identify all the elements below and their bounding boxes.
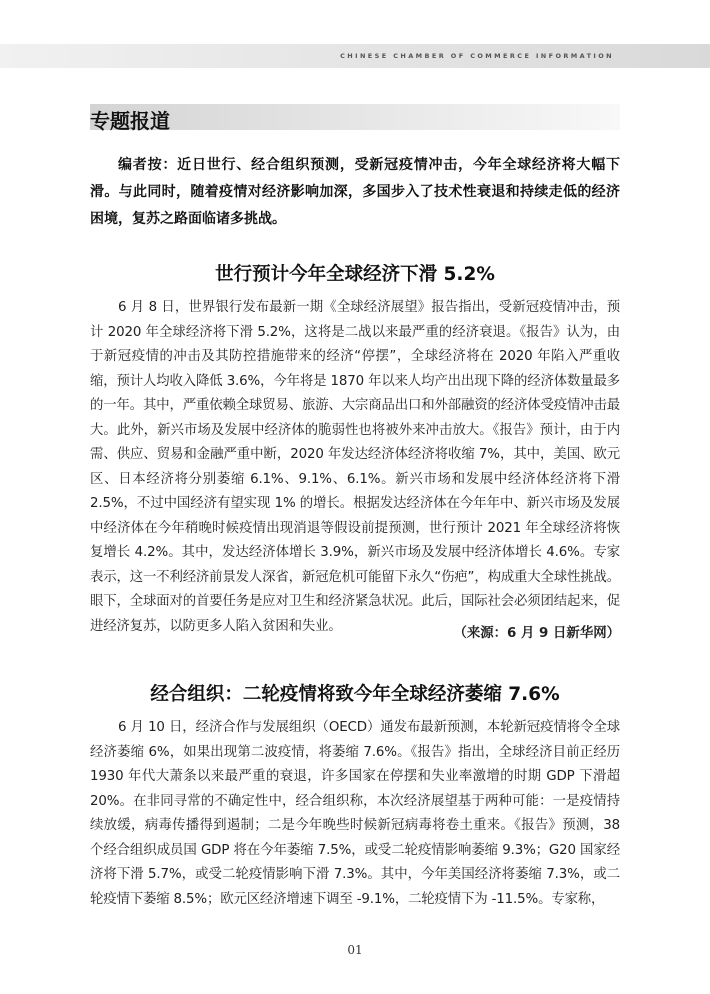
page-number: 01 bbox=[347, 943, 363, 957]
section-band bbox=[90, 104, 620, 133]
editor-note: 编者按：近日世行、经合组织预测，受新冠疫情冲击，今年全球经济将大幅下滑。与此同时，随着疫情对经济影响加深，多国步入了技术性衰退和持续走低的经济困境，复苏之路面临诸多挑战。 bbox=[90, 157, 620, 227]
section-title: 专题报道 bbox=[90, 109, 170, 133]
header-band bbox=[0, 44, 710, 68]
article-source: （来源：6 月 9 日新华网） bbox=[453, 626, 620, 641]
article-title: 世行预计今年全球经济下滑 5.2% bbox=[215, 264, 495, 285]
header-text: CHINESE CHAMBER OF COMMERCE INFORMATION bbox=[340, 52, 614, 60]
article-title: 经合组织：二轮疫情将致今年全球经济萎缩 7.6% bbox=[150, 684, 560, 705]
article-body: 6 月 8 日，世界银行发布最新一期《全球经济展望》报告指出，受新冠疫情冲击，预计 2020 年全球经济将下滑 5.2%，这将是二战以来最严重的经济衰退。《报告》认为，由于新冠疫情的冲击及其防控措施带来的经济“停摆”，全球经济将在 2020 年陷入严重收缩，预计人均收入降低 3.6%，今年将是 1870 年以来人均产出出现下降的经济体数量最多的一年。其中，严重依赖全球贸易、旅游、大宗商品出口和外部融资的经济体受疫情冲击最大。此外，新兴市场及发展中经济体的脆弱性也将被外来冲击放大。《报告》预计，由于内需、供应、贸易和金融严重中断，2020 年发达经济体经济将收缩 7%，其中，美国、欧元区、日本经济将分别萎缩 6.1%、9.1%、6.1%。新兴市场和发展中经济体经济将下滑 2.5%，不过中国经济有望实现 1% 的增长。根据发达经济体在今年年中、新兴市场及发展中经济体在今年稍晚时候疫情出现消退等假设前提预测，世行预计 2021 年全球经济将恢复增长 4.2%。其中，发达经济体增长 3.9%，新兴市场及发展中经济体增长 4.6%。专家表示，这一不利经济前景发人深省，新冠危机可能留下永久“伤疤”，构成重大全球性挑战。眼下，全球面对的首要任务是应对卫生和经济紧急状况。此后，国际社会必须团结起来，促进经济复苏，以防更多人陷入贫困和失业。 bbox=[90, 300, 620, 634]
article-body: 6 月 10 日，经济合作与发展组织（OECD）通发布最新预测，本轮新冠疫情将令全球经济萎缩 6%，如果出现第二波疫情，将萎缩 7.6%。《报告》指出，全球经济目前正经历 1930 年代大萧条以来最严重的衰退，许多国家在停摆和失业率激增的时期 GDP 下滑超 20%。在非同寻常的不确定性中，经合组织称，本次经济展望基于两种可能：一是疫情持续放缓，病毒传播得到遏制；二是今年晚些时候新冠病毒将卷土重来。《报告》预测，38 个经合组织成员国 GDP 将在今年萎缩 7.5%，或受二轮疫情影响萎缩 9.3%；G20 国家经济将下滑 5.7%，或受二轮疫情影响下滑 7.3%。其中，今年美国经济将萎缩 7.3%，或二轮疫情下萎缩 8.5%；欧元区经济增速下调至 -9.1%，二轮疫情下为 -11.5%。专家称， bbox=[90, 720, 620, 907]
